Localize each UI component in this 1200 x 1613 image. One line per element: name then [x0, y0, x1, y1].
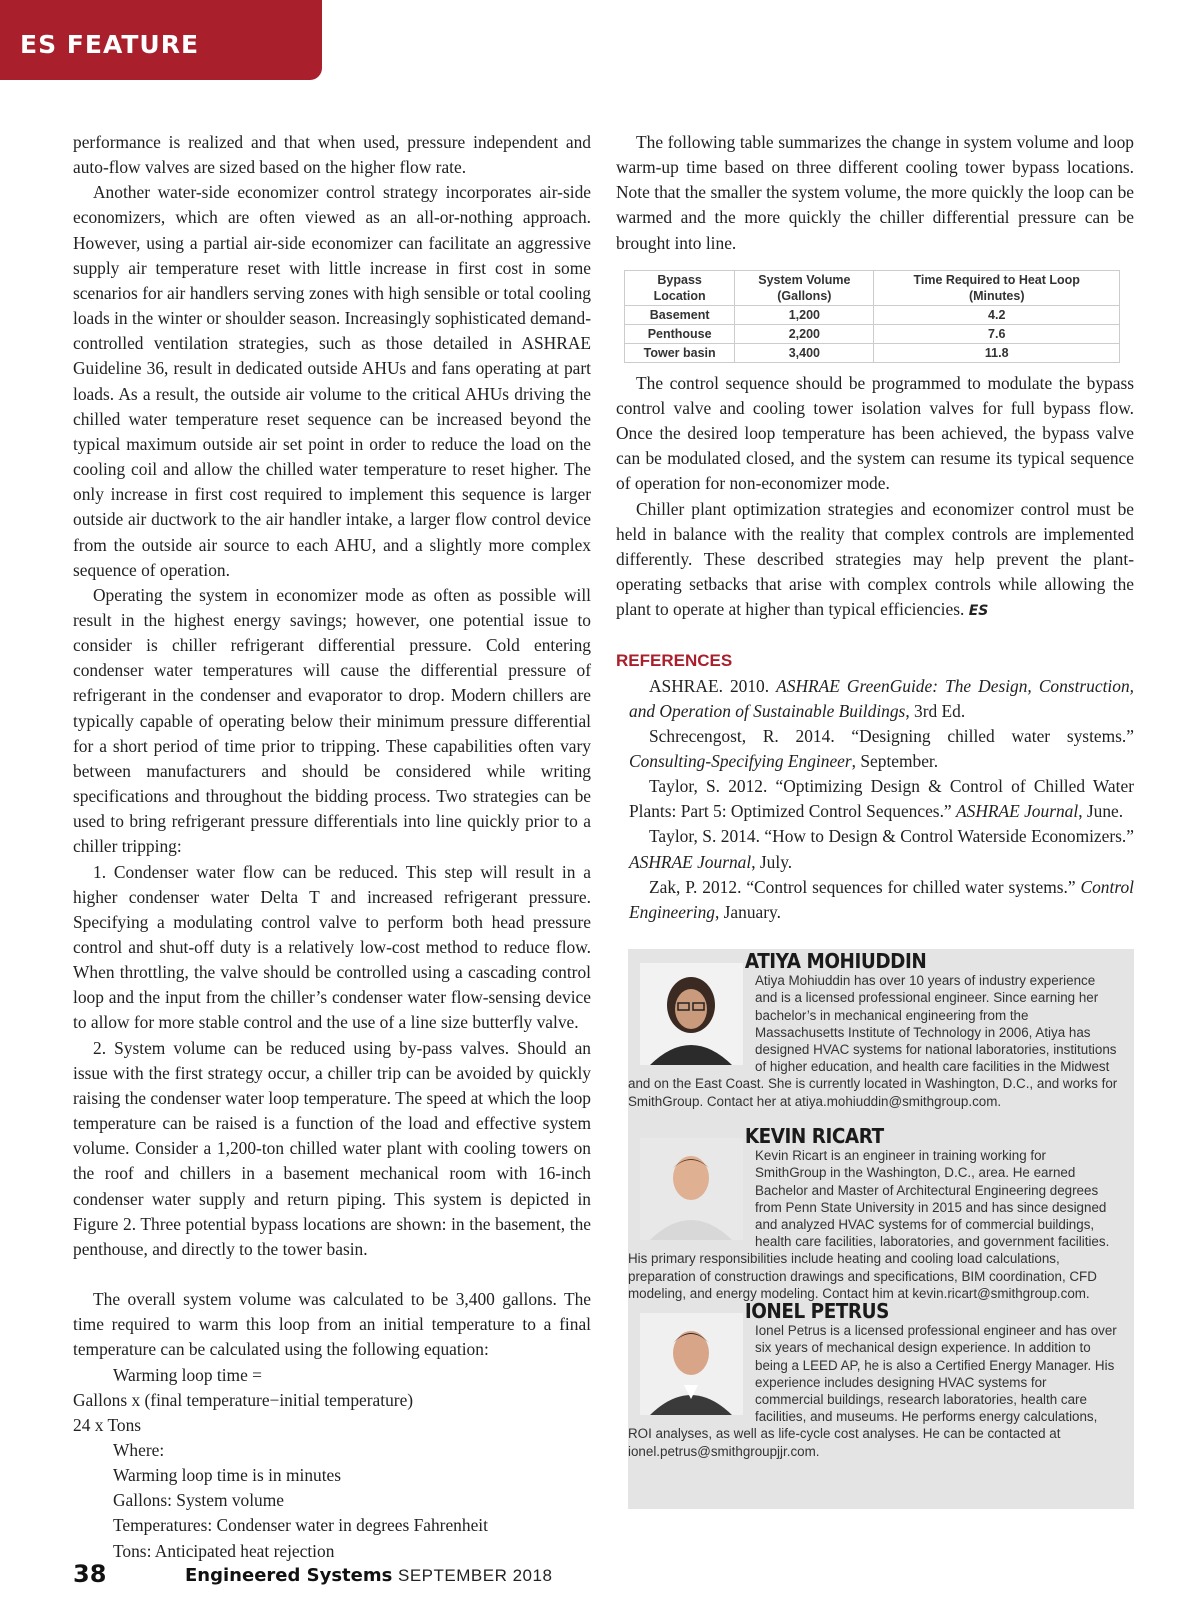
author-name: IONEL PETRUS: [744, 1299, 889, 1323]
author-bio: [628, 949, 1134, 1110]
where-line: Tons: Anticipated heat rejection: [113, 1540, 335, 1561]
where-line: Warming loop time is in minutes: [113, 1465, 342, 1486]
table-cell: 11.8: [874, 343, 1120, 362]
author-bio-text: Atiya Mohiuddin has over 10 years of industry experience and is a licensed professional engineer. Since earning her bachelor’s in mechanical engineering from the Massachusetts Institute of Technology in 2006, Atiya has designed HVAC systems for national laboratories, institutions of higher education, and health care facilities in the Midwest and on the East Coast. She is currently located in Washington, D.C., and works for SmithGroup. Contact her at atiya.mohiuddin@smithgroup.com.: [628, 973, 1118, 1109]
table-cell: Tower basin: [625, 343, 735, 362]
body-paragraph: The control sequence should be programmed to modulate the bypass control valve and cooling tower isolation valves for full bypass flow. Once the desired loop temperature has been achieved, the bypass valve can be modulated closed, and the system can resume its typical sequence of operation for non-economizer mode.: [616, 372, 1134, 494]
table-row: [625, 305, 1120, 324]
author-photo: [640, 1138, 743, 1240]
table-row: [625, 324, 1120, 343]
reference-item: Taylor, S. 2014. “How to Design & Control Waterside Economizers.” ASHRAE Journal, July.: [629, 826, 1134, 872]
right-column: [616, 130, 1134, 925]
left-column: [73, 130, 591, 1564]
table-cell: 2,200: [735, 324, 874, 343]
section-tab: [0, 0, 322, 80]
equation-denominator: 24 x Tons: [73, 1414, 142, 1435]
magazine-title: Engineered Systems: [185, 1565, 393, 1586]
references-title: REFERENCES: [616, 651, 733, 671]
body-paragraph: 1. Condenser water flow can be reduced. This step will result in a higher condenser water Delta T and increased refrigerant pressure. Specifying a modulating control valve to perform both head pressure control and shut-off duty is a relatively low-cost method to reduce flow. When throttling, the valve should be controlled using a cascading control loop and the input from the chiller’s condenser water flow-sensing device to allow for more stable control and the use of a line size butterfly valve.: [73, 861, 591, 1033]
reference-item: Taylor, S. 2012. “Optimizing Design & Control of Chilled Water Plants: Part 5: Optimized Control Sequences.” ASHRAE Journal, June.: [629, 776, 1134, 822]
table-cell: 7.6: [874, 324, 1120, 343]
body-paragraph: Chiller plant optimization strategies and economizer control must be held in balance with the reality that complex controls are implemented differently. These described strategies may help prevent the plant-operating setbacks that arise with complex controls while allowing the plant to operate at higher than typical efficiencies. ES: [616, 498, 1134, 620]
table-header: Bypass Location: [625, 270, 735, 305]
table-header: Time Required to Heat Loop (Minutes): [874, 270, 1120, 305]
where-line: Gallons: System volume: [113, 1490, 285, 1511]
reference-item: Zak, P. 2012. “Control sequences for chilled water systems.” Control Engineering, January.: [629, 876, 1134, 922]
reference-item: ASHRAE. 2010. ASHRAE GreenGuide: The Design, Construction, and Operation of Sustainable Buildings, 3rd Ed.: [629, 675, 1134, 721]
author-bio: [628, 1124, 1134, 1302]
issue-date: SEPTEMBER 2018: [398, 1566, 553, 1585]
author-bio-text: Ionel Petrus is a licensed professional engineer and has over six years of mechanical design experience. In addition to being a LEED AP, he is also a Certified Energy Manager. His experience includes designing HVAC systems for commercial buildings, research laboratories, health care facilities, and museums. He performs energy calculations, ROI analyses, as well as life-cycle cost analyses. He can be contacted at ionel.petrus@smithgroupjjr.com.: [628, 1323, 1117, 1459]
reference-item: Schrecengost, R. 2014. “Designing chilled water systems.” Consulting-Specifying Engineer, September.: [629, 725, 1134, 771]
body-paragraph: Operating the system in economizer mode as often as possible will result in the highest energy savings; however, one potential issue to consider is chiller refrigerant differential pressure. Cold entering condenser water temperatures will cause the differential pressure of refrigerant in the condenser and evaporator to drop. Modern chillers are typically capable of operating below their minimum pressure differential for a short period of time prior to tripping. These capabilities often vary between manufacturers and should be considered while writing specifications and throughout the bidding process. Two strategies can be used to bring refrigerant pressure differentials into line quickly prior to a chiller tripping:: [73, 584, 591, 857]
table-header-row: [625, 270, 1120, 305]
author-bios-box: [628, 949, 1134, 1509]
table-cell: 1,200: [735, 305, 874, 324]
page-number: 38: [73, 1560, 107, 1588]
body-paragraph: performance is realized and that when used, pressure independent and auto-flow valves are sized based on the higher flow rate.: [73, 132, 591, 178]
table-row: [625, 343, 1120, 362]
equation-label: Warming loop time =: [113, 1364, 262, 1385]
page-footer: [73, 1560, 633, 1590]
table-cell: 3,400: [735, 343, 874, 362]
equation-numerator: Gallons x (final temperature−initial temperature): [73, 1389, 414, 1410]
where-line: Where:: [113, 1439, 165, 1460]
author-name: ATIYA MOHIUDDIN: [744, 949, 927, 973]
table-cell: Penthouse: [625, 324, 735, 343]
author-name: KEVIN RICART: [744, 1124, 884, 1148]
table-cell: Basement: [625, 305, 735, 324]
where-line: Temperatures: Condenser water in degrees Fahrenheit: [113, 1515, 488, 1536]
author-photo: [640, 1313, 743, 1415]
body-paragraph: Another water-side economizer control strategy incorporates air-side economizers, which are often viewed as an all-or-nothing approach. However, using a partial air-side economizer can facilitate an aggressive supply air temperature reset with little increase in first cost in some scenarios for air handlers serving zones with high sensible or total cooling loads in the winter or shoulder season. Increasingly sophisticated demand-controlled ventilation strategies, such as those detailed in ASHRAE Guideline 36, result in dedicated outside AHUs and fans operating at part loads. As a result, the outside air volume to the critical AHUs driving the chilled water temperature reset sequence can be increased beyond the typical maximum outside air set point in order to reduce the load on the cooling coil and allow the chilled water temperature to reset higher. The only increase in first cost required to implement this sequence is larger outside air ductwork to the air handler intake, a larger flow control device from the outside air source to each AHU, and a slightly more complex sequence of operation.: [73, 182, 591, 580]
body-paragraph: 2. System volume can be reduced using by-pass valves. Should an issue with the first strategy occur, a chiller trip can be avoided by quickly raising the condenser water loop temperature. The speed at which the loop temperature can be raised is a function of the load and effective system volume. Consider a 1,200-ton chilled water plant with cooling towers on the roof and chillers in a basement mechanical room with 16-inch condenser water supply and return piping. This system is depicted in Figure 2. Three potential bypass locations are shown: in the basement, the penthouse, and directly to the tower basin.: [73, 1037, 591, 1259]
author-photo: [640, 963, 743, 1065]
bypass-table: [624, 270, 1120, 363]
table-header: System Volume (Gallons): [735, 270, 874, 305]
table-cell: 4.2: [874, 305, 1120, 324]
author-bio-text: Kevin Ricart is an engineer in training working for SmithGroup in the Washington, D.C., area. He earned Bachelor and Master of Architectural Engineering degrees from Penn State University in 2015 and has since designed and analyzed HVAC systems for of commercial buildings, health care facilities, laboratories, and government facilities. His primary responsibilities include heating and cooling load calculations, preparation of construction drawings and specifications, BIM coordination, CFD modeling, and energy modeling. Contact him at kevin.ricart@smithgroup.com.: [628, 1148, 1110, 1301]
section-label: ES FEATURE: [20, 30, 200, 59]
es-end-mark: ES: [968, 603, 989, 620]
body-paragraph: The overall system volume was calculated to be 3,400 gallons. The time required to warm this loop from an initial temperature to a final temperature can be calculated using the following equation:: [73, 1289, 591, 1360]
body-paragraph: The following table summarizes the change in system volume and loop warm-up time based on three different cooling tower bypass locations. Note that the smaller the system volume, the more quickly the loop can be warmed and the more quickly the chiller differential pressure can be brought into line.: [616, 132, 1134, 253]
equation-line: [73, 1363, 591, 1388]
author-bio: [628, 1299, 1134, 1460]
